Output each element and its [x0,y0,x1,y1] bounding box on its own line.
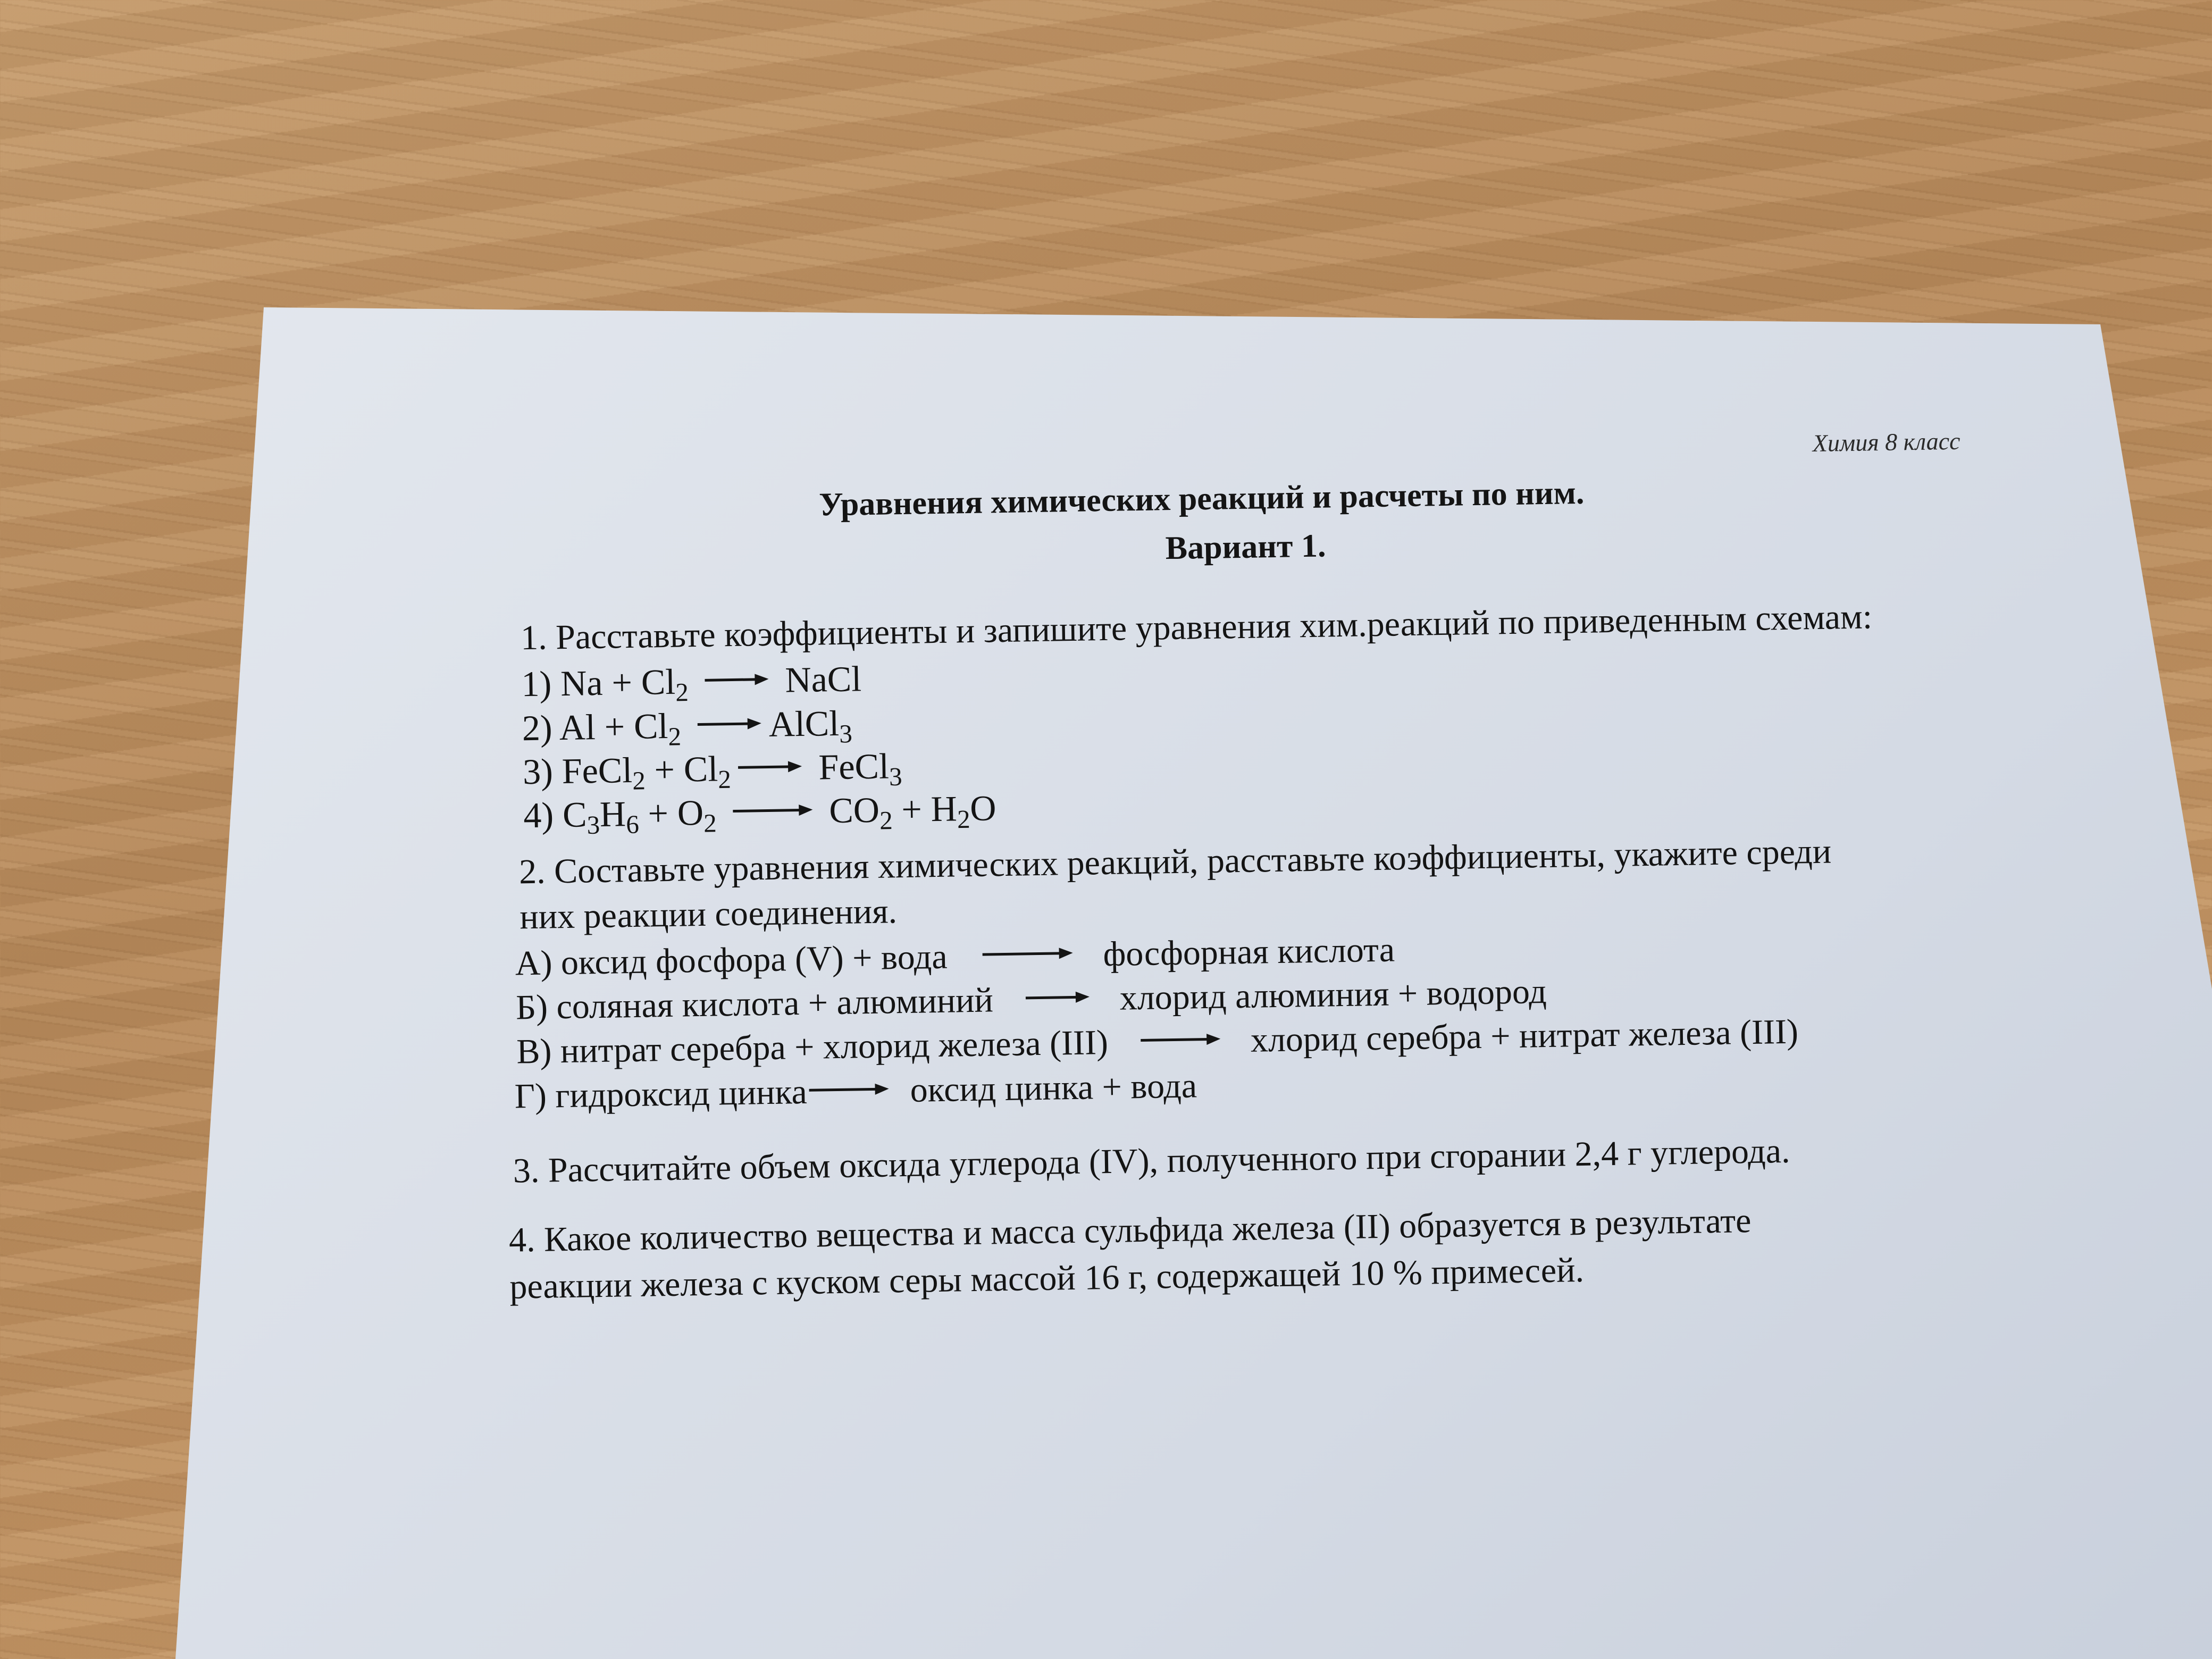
task-1-text: 1. Расставьте коэффициенты и запишите уравнения хим.реакций по приведенным схемам: [520,597,1873,658]
reaction-item-a [515,930,1395,983]
reaction-arrow-icon [809,1084,889,1095]
reaction-reactants: Б) соляная кислота + алюминий [515,981,994,1027]
reaction-arrow-icon [1026,992,1090,1003]
header-note: Химия 8 класс [1812,427,1960,457]
reaction-item-g [514,1068,1197,1114]
reaction-products: хлорид алюминия + водород [1119,972,1547,1018]
equation-reactants: Na + Cl [560,661,676,704]
equation-1: 1) $Na + Cl_2$ NaCl [521,658,862,707]
equation-4: 4) $C_3H_6 + O_2$ $CO_2 + H_2O$ [523,787,996,840]
reaction-arrow-icon [983,948,1073,960]
reaction-arrow-icon [698,718,761,730]
reaction-products: хлорид серебра + нитрат железа (III) [1250,1012,1799,1060]
equation-2: 2) $Al + Cl_2$ AlCl$_3$ [522,702,853,751]
equation-products: NaCl [784,658,862,700]
variant-label: Вариант 1. [1165,527,1326,567]
equation-number: 3) [522,751,554,792]
equation-number: 1) [521,663,552,705]
reaction-reactants: В) нитрат серебра + хлорид железа (III) [516,1023,1109,1071]
reaction-reactants: А) оксид фосфора (V) + вода [515,937,948,983]
equation-3: 3) FeCl$_2$ + $Cl_2$ FeCl$_3$ [522,745,903,795]
reaction-products: оксид цинка + вода [910,1066,1197,1110]
task-2-text-line-1: 2. Составьте уравнения химических реакций, расставьте коэффициенты, укажите среди [518,832,1832,892]
equation-reactants: C [562,794,588,835]
reaction-item-b [516,974,1547,1025]
equation-products: CO [828,789,880,831]
page-title: Уравнения химических реакций и расчеты по ним. [818,474,1585,523]
equation-reactants: FeCl [562,749,633,792]
reaction-arrow-icon [705,674,768,685]
reaction-products: фосфорная кислота [1102,930,1395,974]
equation-number: 4) [523,794,554,836]
equation-products: AlCl [768,702,840,744]
equation-number: 2) [522,707,553,749]
equation-reactants: Al + Cl [559,705,668,748]
task-2-text-line-2: них реакции соединения. [519,892,898,937]
reaction-arrow-icon [738,761,802,773]
task-4-text-line-2: реакции железа с куском серы массой 16 г, содержащей 10 % примесей. [509,1250,1585,1306]
reaction-reactants: Г) гидроксид цинка [514,1072,808,1116]
task-4-text-line-1: 4. Какое количество вещества и масса сульфида железа (II) образуется в результате [508,1201,1752,1260]
reaction-arrow-icon [733,805,812,816]
task-3-text: 3. Рассчитайте объем оксида углерода (IV), полученного при сгорании 2,4 г углерода. [513,1131,1791,1191]
equation-products: FeCl [818,745,890,787]
reaction-arrow-icon [1141,1034,1220,1045]
